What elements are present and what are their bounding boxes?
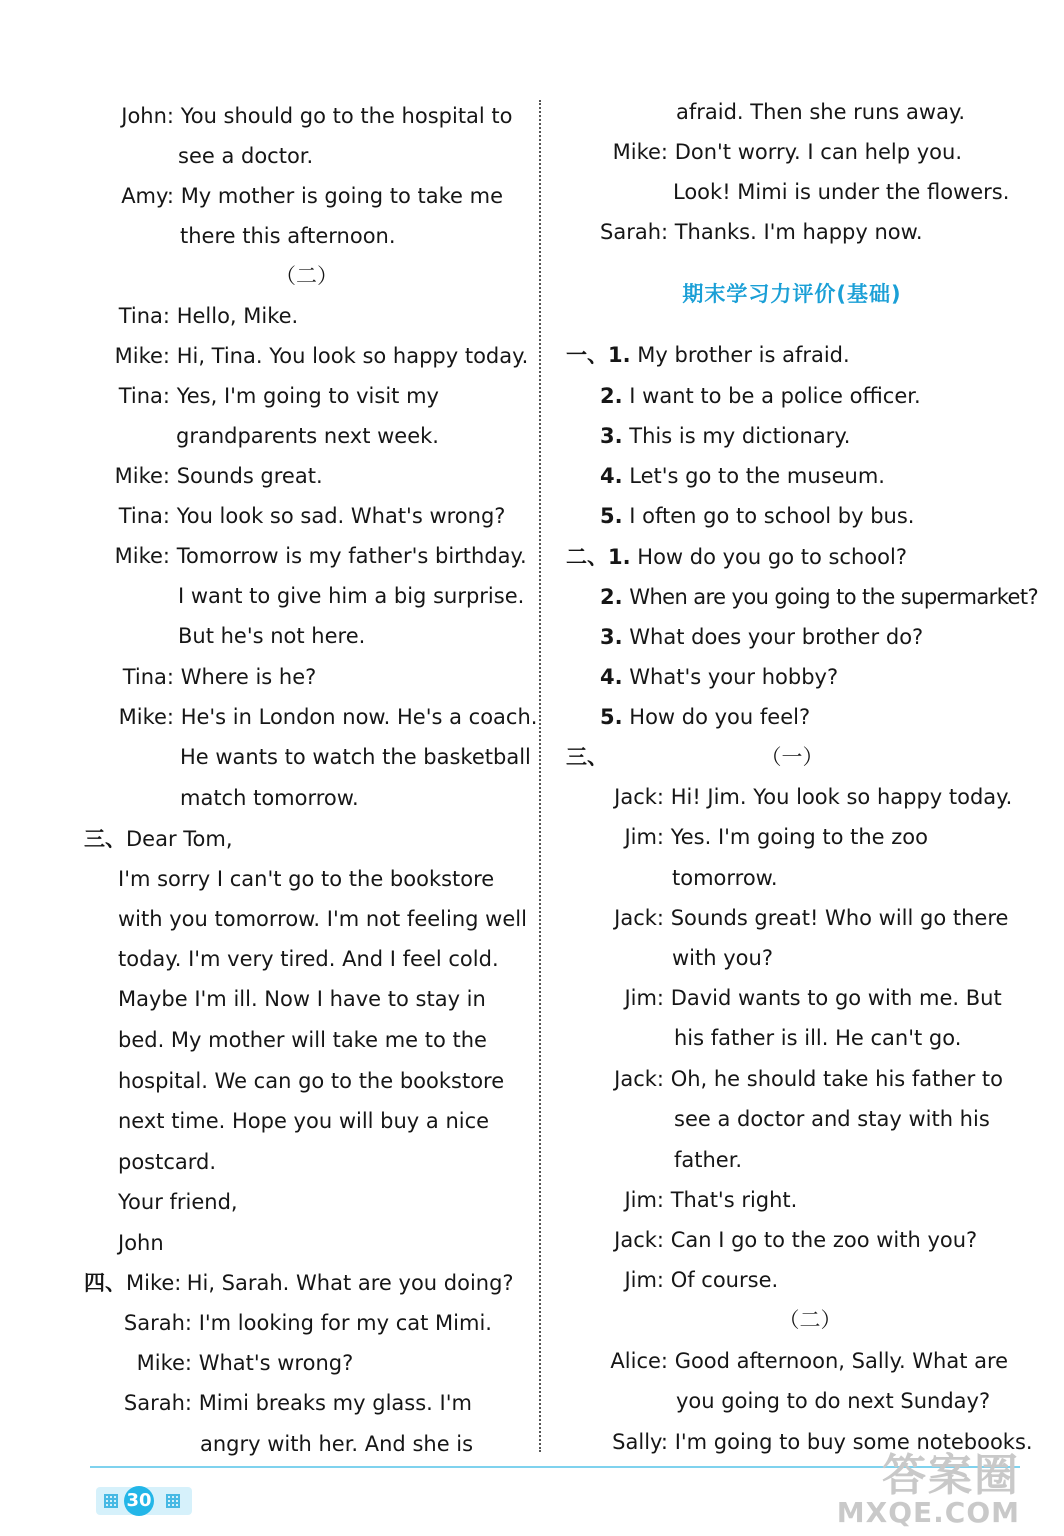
- line-text: What does your brother do?: [629, 625, 924, 649]
- speaker-label: Tina:: [118, 384, 170, 408]
- watermark-url: MXQE.COM: [836, 1496, 1020, 1529]
- dialogue-line: [604, 1065, 1003, 1093]
- section-number: 四、: [84, 1271, 126, 1295]
- dialogue-line: [108, 462, 323, 490]
- dialogue-line: [604, 984, 1002, 1012]
- line-text: Yes, I'm going to visit my: [176, 384, 439, 408]
- section-subtitle: （二）: [275, 264, 338, 288]
- answer-item: [600, 583, 1038, 611]
- line-text: Hi, Tina. You look so happy today.: [176, 344, 529, 368]
- continuation-line: you going to do next Sunday?: [676, 1389, 991, 1413]
- line-text: Sounds great.: [176, 464, 323, 488]
- dialogue-line: [108, 182, 503, 210]
- dialogue-line: [108, 102, 513, 130]
- line-text: I'm going to buy some notebooks.: [674, 1430, 1033, 1454]
- item-number: 2.: [600, 585, 623, 609]
- line-text: Let's go to the museum.: [629, 464, 885, 488]
- section-start-line: [566, 543, 907, 571]
- dialogue-line: [108, 342, 528, 370]
- dialogue-line: [108, 703, 537, 731]
- continuation-line: I want to give him a big surprise.: [178, 584, 525, 608]
- section-subtitle: （二）: [778, 1308, 842, 1332]
- section-number: 一、: [566, 343, 608, 367]
- line-text: Where is he?: [180, 665, 317, 689]
- line-text: I'm looking for my cat Mimi.: [198, 1311, 492, 1335]
- speaker-label: Tina:: [122, 665, 174, 689]
- answer-item: [600, 462, 885, 490]
- section-start-line: [84, 1269, 514, 1297]
- continuation-line: Look! Mimi is under the flowers.: [673, 180, 1010, 204]
- speaker-label: Tina:: [118, 504, 170, 528]
- speaker-label: Mike:: [114, 544, 170, 568]
- line-text: Yes. I'm going to the zoo: [670, 825, 928, 849]
- line-text: Thanks. I'm happy now.: [674, 220, 923, 244]
- letter-line: today. I'm very tired. And I feel cold.: [118, 947, 499, 971]
- speaker-label: Mike:: [114, 344, 170, 368]
- continuation-line: there this afternoon.: [180, 224, 396, 248]
- letter-line: Your friend,: [118, 1190, 238, 1214]
- continuation-line: angry with her. And she is: [200, 1432, 474, 1456]
- line-text: Oh, he should take his father to: [670, 1067, 1004, 1091]
- item-number: 3.: [600, 424, 623, 448]
- line-text: I want to be a police officer.: [629, 384, 921, 408]
- item-number: 2.: [600, 384, 623, 408]
- line-text: I often go to school by bus.: [629, 504, 915, 528]
- line-text: That's right.: [670, 1188, 798, 1212]
- speaker-label: Mike:: [118, 705, 174, 729]
- answer-item: [600, 422, 850, 450]
- line-text: He's in London now. He's a coach.: [180, 705, 538, 729]
- dialogue-line: [108, 382, 439, 410]
- dialogue-line: [604, 783, 1012, 811]
- line-text: What's your hobby?: [629, 665, 839, 689]
- section-start-line: [84, 825, 233, 853]
- line-text: How do you go to school?: [637, 545, 907, 569]
- dialogue-line: [604, 1226, 977, 1254]
- continuation-line: But he's not here.: [178, 624, 366, 648]
- answer-item: [600, 663, 838, 691]
- speaker-label: Jim:: [624, 825, 664, 849]
- section-number: 三、: [566, 745, 608, 769]
- watermark-logo-text: 答案圈: [882, 1450, 1020, 1501]
- letter-line: I'm sorry I can't go to the bookstore: [118, 867, 495, 891]
- speaker-label: Tina:: [118, 304, 170, 328]
- continuation-line: with you?: [672, 946, 773, 970]
- page-number: 30: [124, 1486, 154, 1516]
- line-text: How do you feel?: [629, 705, 811, 729]
- speaker-label: Mike:: [612, 140, 668, 164]
- letter-line: bed. My mother will take me to the: [118, 1028, 487, 1052]
- dialogue-line: [604, 904, 1008, 932]
- section-subtitle: （一）: [760, 745, 824, 769]
- line-text: Hi, Sarah. What are you doing?: [186, 1271, 514, 1295]
- line-text: Good afternoon, Sally. What are: [674, 1349, 1009, 1373]
- dialogue-line: [108, 502, 505, 530]
- item-number: 5.: [600, 705, 623, 729]
- letter-line: Maybe I'm ill. Now I have to stay in: [118, 987, 486, 1011]
- item-number: 5.: [600, 504, 623, 528]
- line-text: Dear Tom,: [126, 827, 233, 851]
- dialogue-line: [604, 1186, 797, 1214]
- letter-line: John: [118, 1231, 164, 1255]
- speaker-label: Mike:: [136, 1351, 192, 1375]
- line-text: Sounds great! Who will go there: [670, 906, 1009, 930]
- item-number: 1.: [608, 343, 631, 367]
- speaker-label: Sarah:: [600, 220, 669, 244]
- item-number: 4.: [600, 665, 623, 689]
- dialogue-line: [108, 542, 527, 570]
- watermark: [836, 1450, 1020, 1529]
- continuation-line: grandparents next week.: [176, 424, 439, 448]
- answer-item: [600, 703, 810, 731]
- letter-line: next time. Hope you will buy a nice: [118, 1109, 490, 1133]
- speaker-label: Sarah:: [123, 1311, 192, 1335]
- speaker-label: Jack:: [614, 1067, 664, 1091]
- dialogue-line: [604, 823, 928, 851]
- continuation-line: He wants to watch the basketball: [180, 745, 531, 769]
- line-text: Of course.: [670, 1268, 779, 1292]
- speaker-label: John:: [121, 104, 174, 128]
- speaker-label: Amy:: [121, 184, 174, 208]
- line-text: My brother is afraid.: [637, 343, 850, 367]
- dialogue-line: [120, 1309, 492, 1337]
- line-text: Tomorrow is my father's birthday.: [176, 544, 527, 568]
- line-text: Hello, Mike.: [176, 304, 299, 328]
- line-text: Don't worry. I can help you.: [674, 140, 963, 164]
- grid-icon: [104, 1494, 118, 1508]
- line-text: This is my dictionary.: [629, 424, 851, 448]
- dialogue-line: [120, 1389, 472, 1417]
- column-divider: [539, 100, 541, 1452]
- section-number: 二、: [566, 545, 608, 569]
- grid-icon: [166, 1494, 180, 1508]
- dialogue-line: [600, 138, 962, 166]
- continuation-line: his father is ill. He can't go.: [674, 1026, 962, 1050]
- dialogue-line: [108, 663, 316, 691]
- speaker-label: Sally:: [612, 1430, 668, 1454]
- item-number: 3.: [600, 625, 623, 649]
- dialogue-line: [608, 1347, 1008, 1375]
- speaker-label: Jim:: [624, 1188, 664, 1212]
- continuation-line: father.: [674, 1148, 743, 1172]
- dialogue-line: [604, 1266, 778, 1294]
- section-start-line: [566, 341, 850, 369]
- section-number: 三、: [84, 827, 126, 851]
- letter-line: postcard.: [118, 1150, 217, 1174]
- speaker-label: Alice:: [610, 1349, 668, 1373]
- section-title: 期末学习力评价(基础): [682, 282, 902, 306]
- answer-item: [600, 382, 921, 410]
- answer-item: [600, 502, 914, 530]
- line-text: What's wrong?: [198, 1351, 354, 1375]
- line-text: My mother is going to take me: [180, 184, 504, 208]
- speaker-label: Mike:: [126, 1271, 182, 1295]
- dialogue-line: [108, 302, 298, 330]
- speaker-label: Jim:: [624, 986, 664, 1010]
- speaker-label: Jack:: [614, 1228, 664, 1252]
- dialogue-line: [600, 218, 923, 246]
- line-text: When are you going to the supermarket?: [629, 585, 1039, 609]
- speaker-label: Jack:: [614, 906, 664, 930]
- item-number: 4.: [600, 464, 623, 488]
- speaker-label: Jim:: [624, 1268, 664, 1292]
- continuation-line: afraid. Then she runs away.: [676, 100, 966, 124]
- line-text: Hi! Jim. You look so happy today.: [670, 785, 1013, 809]
- speaker-label: Mike:: [114, 464, 170, 488]
- dialogue-line: [120, 1349, 353, 1377]
- line-text: Mimi breaks my glass. I'm: [198, 1391, 472, 1415]
- letter-line: with you tomorrow. I'm not feeling well: [118, 907, 527, 931]
- speaker-label: Sarah:: [123, 1391, 192, 1415]
- line-text: Can I go to the zoo with you?: [670, 1228, 978, 1252]
- continuation-line: tomorrow.: [672, 866, 778, 890]
- continuation-line: see a doctor.: [178, 144, 314, 168]
- line-text: You should go to the hospital to: [180, 104, 513, 128]
- letter-line: hospital. We can go to the bookstore: [118, 1069, 505, 1093]
- answer-item: [600, 623, 923, 651]
- continuation-line: match tomorrow.: [180, 786, 359, 810]
- continuation-line: see a doctor and stay with his: [674, 1107, 990, 1131]
- line-text: David wants to go with me. But: [670, 986, 1002, 1010]
- line-text: You look so sad. What's wrong?: [176, 504, 506, 528]
- speaker-label: Jack:: [614, 785, 664, 809]
- item-number: 1.: [608, 545, 631, 569]
